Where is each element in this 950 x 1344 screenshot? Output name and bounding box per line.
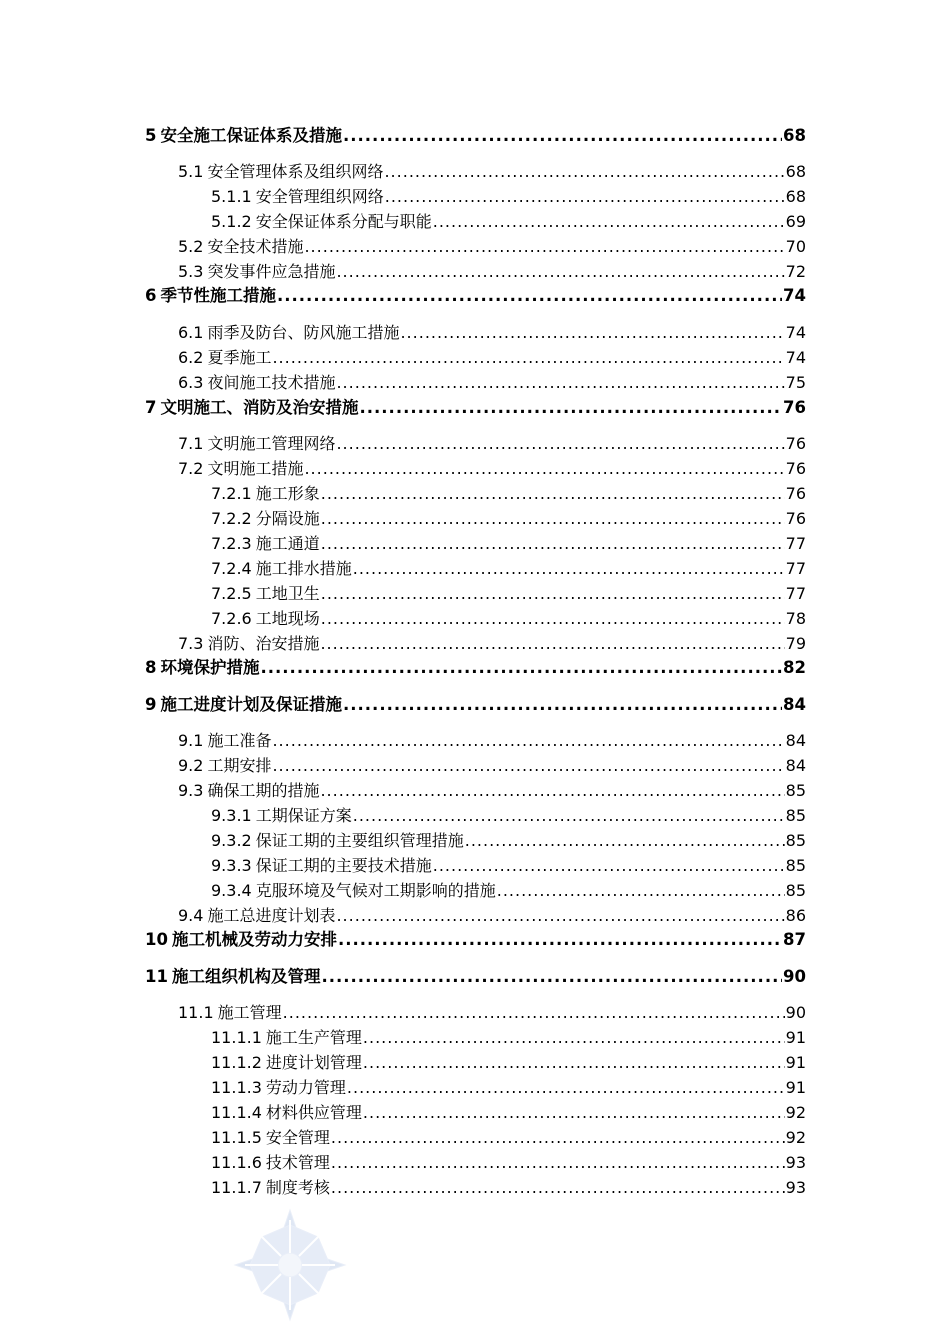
toc-dot-leader [320, 781, 784, 801]
toc-entry[interactable] [145, 609, 806, 629]
toc-dot-leader [321, 967, 782, 987]
toc-entry[interactable] [145, 262, 806, 282]
toc-entry-title: 安全管理体系及组织网络 [207, 162, 384, 181]
toc-dot-leader [347, 1078, 785, 1098]
toc-entry-title: 工期保证方案 [255, 806, 352, 825]
toc-entry-page-number: 70 [785, 237, 806, 256]
toc-dot-leader [331, 1128, 785, 1148]
toc-entry-title: 分隔设施 [255, 509, 320, 528]
toc-entry[interactable] [145, 484, 806, 504]
toc-entry-title: 雨季及防台、防风施工措施 [207, 323, 400, 342]
toc-entry-page-number: 76 [785, 459, 806, 478]
toc-entry-page-number: 76 [785, 509, 806, 528]
toc-dot-leader [400, 323, 784, 343]
toc-entry-page-number: 93 [785, 1153, 806, 1172]
toc-entry-number: 7.2.1 [211, 484, 252, 503]
toc-entry-number: 9.3.3 [211, 856, 252, 875]
toc-entry-title: 劳动力管理 [265, 1078, 346, 1097]
toc-entry-title: 克服环境及气候对工期影响的措施 [255, 881, 496, 900]
toc-entry-number: 10 [145, 930, 168, 949]
toc-dot-leader [321, 484, 785, 504]
toc-entry-title: 夜间施工技术措施 [207, 373, 336, 392]
toc-dot-leader [497, 881, 785, 901]
toc-entry[interactable] [145, 459, 806, 479]
toc-entry-number: 6.1 [178, 323, 204, 342]
toc-dot-leader [465, 831, 785, 851]
toc-entry[interactable] [145, 1178, 806, 1198]
toc-dot-leader [363, 1053, 785, 1073]
toc-entry-page-number: 68 [785, 187, 806, 206]
toc-entry-page-number: 93 [785, 1178, 806, 1197]
toc-entry-number: 11.1 [178, 1003, 214, 1022]
toc-dot-leader [331, 1153, 785, 1173]
toc-entry-page-number: 90 [783, 967, 806, 986]
toc-entry-title: 施工通道 [255, 534, 320, 553]
toc-entry[interactable] [145, 831, 806, 851]
toc-entry[interactable] [145, 286, 806, 306]
toc-entry-page-number: 90 [785, 1003, 806, 1022]
toc-entry[interactable] [145, 212, 806, 232]
toc-entry-title: 安全施工保证体系及措施 [160, 126, 342, 145]
toc-entry-number: 5.3 [178, 262, 204, 281]
toc-entry-number: 9 [145, 695, 157, 714]
toc-entry-number: 9.3.2 [211, 831, 252, 850]
toc-entry-number: 7 [145, 398, 157, 417]
toc-entry-page-number: 77 [785, 534, 806, 553]
toc-entry[interactable] [145, 1028, 806, 1048]
toc-dot-leader [338, 930, 782, 950]
toc-entry-page-number: 68 [785, 162, 806, 181]
toc-entry-title: 材料供应管理 [265, 1103, 362, 1122]
toc-entry-page-number: 91 [785, 1028, 806, 1047]
toc-entry[interactable] [145, 806, 806, 826]
toc-entry-number: 7.2.2 [211, 509, 252, 528]
toc-entry-number: 11.1.6 [211, 1153, 262, 1172]
toc-entry-number: 5 [145, 126, 157, 145]
toc-entry-title: 安全技术措施 [207, 237, 304, 256]
toc-entry-number: 6.2 [178, 348, 204, 367]
toc-dot-leader [433, 212, 785, 232]
toc-entry-number: 9.3 [178, 781, 204, 800]
toc-entry-title: 施工组织机构及管理 [171, 967, 321, 986]
toc-entry-page-number: 91 [785, 1078, 806, 1097]
toc-dot-leader [283, 1003, 785, 1023]
toc-entry-page-number: 79 [785, 634, 806, 653]
toc-entry-title: 安全管理 [265, 1128, 330, 1147]
toc-entry-number: 7.2.5 [211, 584, 252, 603]
toc-entry-number: 11 [145, 967, 168, 986]
toc-entry-page-number: 85 [785, 856, 806, 875]
toc-entry[interactable] [145, 756, 806, 776]
toc-entry-title: 文明施工管理网络 [207, 434, 336, 453]
snowflake-logo-icon [233, 1208, 347, 1322]
toc-entry-page-number: 74 [783, 286, 806, 305]
toc-entry-page-number: 84 [785, 731, 806, 750]
toc-dot-leader [277, 286, 782, 306]
toc-entry[interactable] [145, 881, 806, 901]
toc-entry-number: 5.2 [178, 237, 204, 256]
toc-entry-page-number: 72 [785, 262, 806, 281]
toc-dot-leader [304, 459, 784, 479]
toc-entry[interactable] [145, 1128, 806, 1148]
toc-entry[interactable] [145, 695, 806, 715]
toc-entry-page-number: 78 [785, 609, 806, 628]
toc-dot-leader [433, 856, 785, 876]
toc-entry-number: 11.1.5 [211, 1128, 262, 1147]
toc-entry-title: 施工生产管理 [265, 1028, 362, 1047]
toc-entry-number: 9.1 [178, 731, 204, 750]
toc-entry[interactable] [145, 162, 806, 182]
toc-entry[interactable] [145, 1053, 806, 1073]
toc-entry[interactable] [145, 559, 806, 579]
toc-dot-leader [321, 609, 785, 629]
toc-dot-leader [336, 906, 784, 926]
toc-entry-page-number: 76 [785, 434, 806, 453]
toc-entry[interactable] [145, 731, 806, 751]
toc-entry[interactable] [145, 1078, 806, 1098]
toc-entry-title: 工地卫生 [255, 584, 320, 603]
toc-entry-number: 9.3.4 [211, 881, 252, 900]
toc-entry[interactable] [145, 237, 806, 257]
toc-entry-page-number: 91 [785, 1053, 806, 1072]
toc-dot-leader [272, 731, 784, 751]
toc-dot-leader [384, 162, 784, 182]
toc-entry-number: 11.1.3 [211, 1078, 262, 1097]
toc-entry-title: 安全保证体系分配与职能 [255, 212, 432, 231]
toc-entry-title: 确保工期的措施 [207, 781, 320, 800]
toc-entry[interactable] [145, 967, 806, 987]
toc-entry-page-number: 92 [785, 1128, 806, 1147]
toc-entry-number: 6.3 [178, 373, 204, 392]
toc-dot-leader [363, 1103, 785, 1123]
toc-dot-leader [272, 756, 784, 776]
toc-entry-number: 7.3 [178, 634, 204, 653]
toc-entry-page-number: 87 [783, 930, 806, 949]
toc-entry[interactable] [145, 323, 806, 343]
toc-dot-leader [363, 1028, 785, 1048]
toc-dot-leader [359, 398, 782, 418]
toc-dot-leader [353, 806, 785, 826]
toc-entry-title: 施工总进度计划表 [207, 906, 336, 925]
toc-entry-title: 文明施工措施 [207, 459, 304, 478]
toc-entry-page-number: 85 [785, 831, 806, 850]
toc-dot-leader [272, 348, 784, 368]
toc-entry-page-number: 75 [785, 373, 806, 392]
toc-entry-number: 11.1.7 [211, 1178, 262, 1197]
toc-dot-leader [321, 509, 785, 529]
toc-entry-page-number: 92 [785, 1103, 806, 1122]
toc-entry-number: 5.1.2 [211, 212, 252, 231]
toc-entry-number: 9.4 [178, 906, 204, 925]
toc-entry-page-number: 82 [783, 658, 806, 677]
toc-entry-page-number: 74 [785, 323, 806, 342]
toc-entry[interactable] [145, 126, 806, 146]
toc-dot-leader [336, 262, 784, 282]
toc-entry-page-number: 77 [785, 559, 806, 578]
toc-entry-page-number: 69 [785, 212, 806, 231]
toc-entry-page-number: 84 [785, 756, 806, 775]
toc-entry-title: 保证工期的主要技术措施 [255, 856, 432, 875]
toc-entry-number: 9.3.1 [211, 806, 252, 825]
toc-entry-page-number: 76 [785, 484, 806, 503]
toc-entry-number: 5.1.1 [211, 187, 252, 206]
toc-entry[interactable] [145, 634, 806, 654]
toc-entry-number: 7.2.3 [211, 534, 252, 553]
toc-entry-title: 施工机械及劳动力安排 [171, 930, 337, 949]
toc-entry-page-number: 76 [783, 398, 806, 417]
toc-dot-leader [320, 634, 784, 654]
toc-entry-title: 施工排水措施 [255, 559, 352, 578]
toc-entry[interactable] [145, 781, 806, 801]
toc-entry-number: 7.1 [178, 434, 204, 453]
toc-entry-title: 制度考核 [265, 1178, 330, 1197]
toc-entry-title: 工期安排 [207, 756, 272, 775]
toc-entry-title: 文明施工、消防及治安措施 [160, 398, 359, 417]
toc-entry-title: 夏季施工 [207, 348, 272, 367]
toc-dot-leader [353, 559, 785, 579]
toc-entry-title: 环境保护措施 [160, 658, 260, 677]
toc-entry-number: 11.1.4 [211, 1103, 262, 1122]
toc-entry[interactable] [145, 1103, 806, 1123]
toc-dot-leader [336, 373, 784, 393]
toc-dot-leader [321, 534, 785, 554]
toc-entry-page-number: 84 [783, 695, 806, 714]
toc-entry-title: 技术管理 [265, 1153, 330, 1172]
toc-entry-page-number: 74 [785, 348, 806, 367]
toc-entry-number: 11.1.1 [211, 1028, 262, 1047]
toc-entry[interactable] [145, 434, 806, 454]
toc-entry[interactable] [145, 509, 806, 529]
toc-entry-number: 11.1.2 [211, 1053, 262, 1072]
toc-entry[interactable] [145, 187, 806, 207]
toc-dot-leader [304, 237, 784, 257]
toc-dot-leader [331, 1178, 785, 1198]
toc-entry[interactable] [145, 373, 806, 393]
toc-entry-title: 季节性施工措施 [160, 286, 276, 305]
toc-entry-number: 8 [145, 658, 157, 677]
toc-entry-title: 消防、治安措施 [207, 634, 320, 653]
toc-entry[interactable] [145, 348, 806, 368]
toc-entry-page-number: 85 [785, 881, 806, 900]
toc-entry-number: 6 [145, 286, 157, 305]
toc-dot-leader [260, 658, 782, 678]
toc-entry-title: 保证工期的主要组织管理措施 [255, 831, 464, 850]
toc-entry[interactable] [145, 584, 806, 604]
toc-entry[interactable] [145, 856, 806, 876]
toc-entry-title: 施工形象 [255, 484, 320, 503]
toc-entry[interactable] [145, 534, 806, 554]
toc-entry-page-number: 86 [785, 906, 806, 925]
toc-entry-page-number: 77 [785, 584, 806, 603]
toc-entry-number: 7.2.4 [211, 559, 252, 578]
toc-dot-leader [343, 126, 782, 146]
toc-dot-leader [343, 695, 782, 715]
toc-entry-title: 安全管理组织网络 [255, 187, 384, 206]
toc-entry-title: 突发事件应急措施 [207, 262, 336, 281]
toc-dot-leader [336, 434, 784, 454]
toc-entry-title: 进度计划管理 [265, 1053, 362, 1072]
toc-entry-number: 9.2 [178, 756, 204, 775]
toc-dot-leader [385, 187, 785, 207]
toc-entry[interactable] [145, 930, 806, 950]
toc-entry-title: 工地现场 [255, 609, 320, 628]
toc-entry-page-number: 85 [785, 806, 806, 825]
toc-entry[interactable] [145, 658, 806, 678]
toc-entry[interactable] [145, 1153, 806, 1173]
toc-entry-title: 施工管理 [217, 1003, 282, 1022]
toc-dot-leader [321, 584, 785, 604]
toc-entry-number: 5.1 [178, 162, 204, 181]
toc-entry[interactable] [145, 1003, 806, 1023]
toc-entry-title: 施工进度计划及保证措施 [160, 695, 342, 714]
toc-entry-title: 施工准备 [207, 731, 272, 750]
toc-entry-page-number: 85 [785, 781, 806, 800]
toc-entry[interactable] [145, 398, 806, 418]
toc-entry-page-number: 68 [783, 126, 806, 145]
toc-entry-number: 7.2 [178, 459, 204, 478]
toc-entry-number: 7.2.6 [211, 609, 252, 628]
toc-entry[interactable] [145, 906, 806, 926]
